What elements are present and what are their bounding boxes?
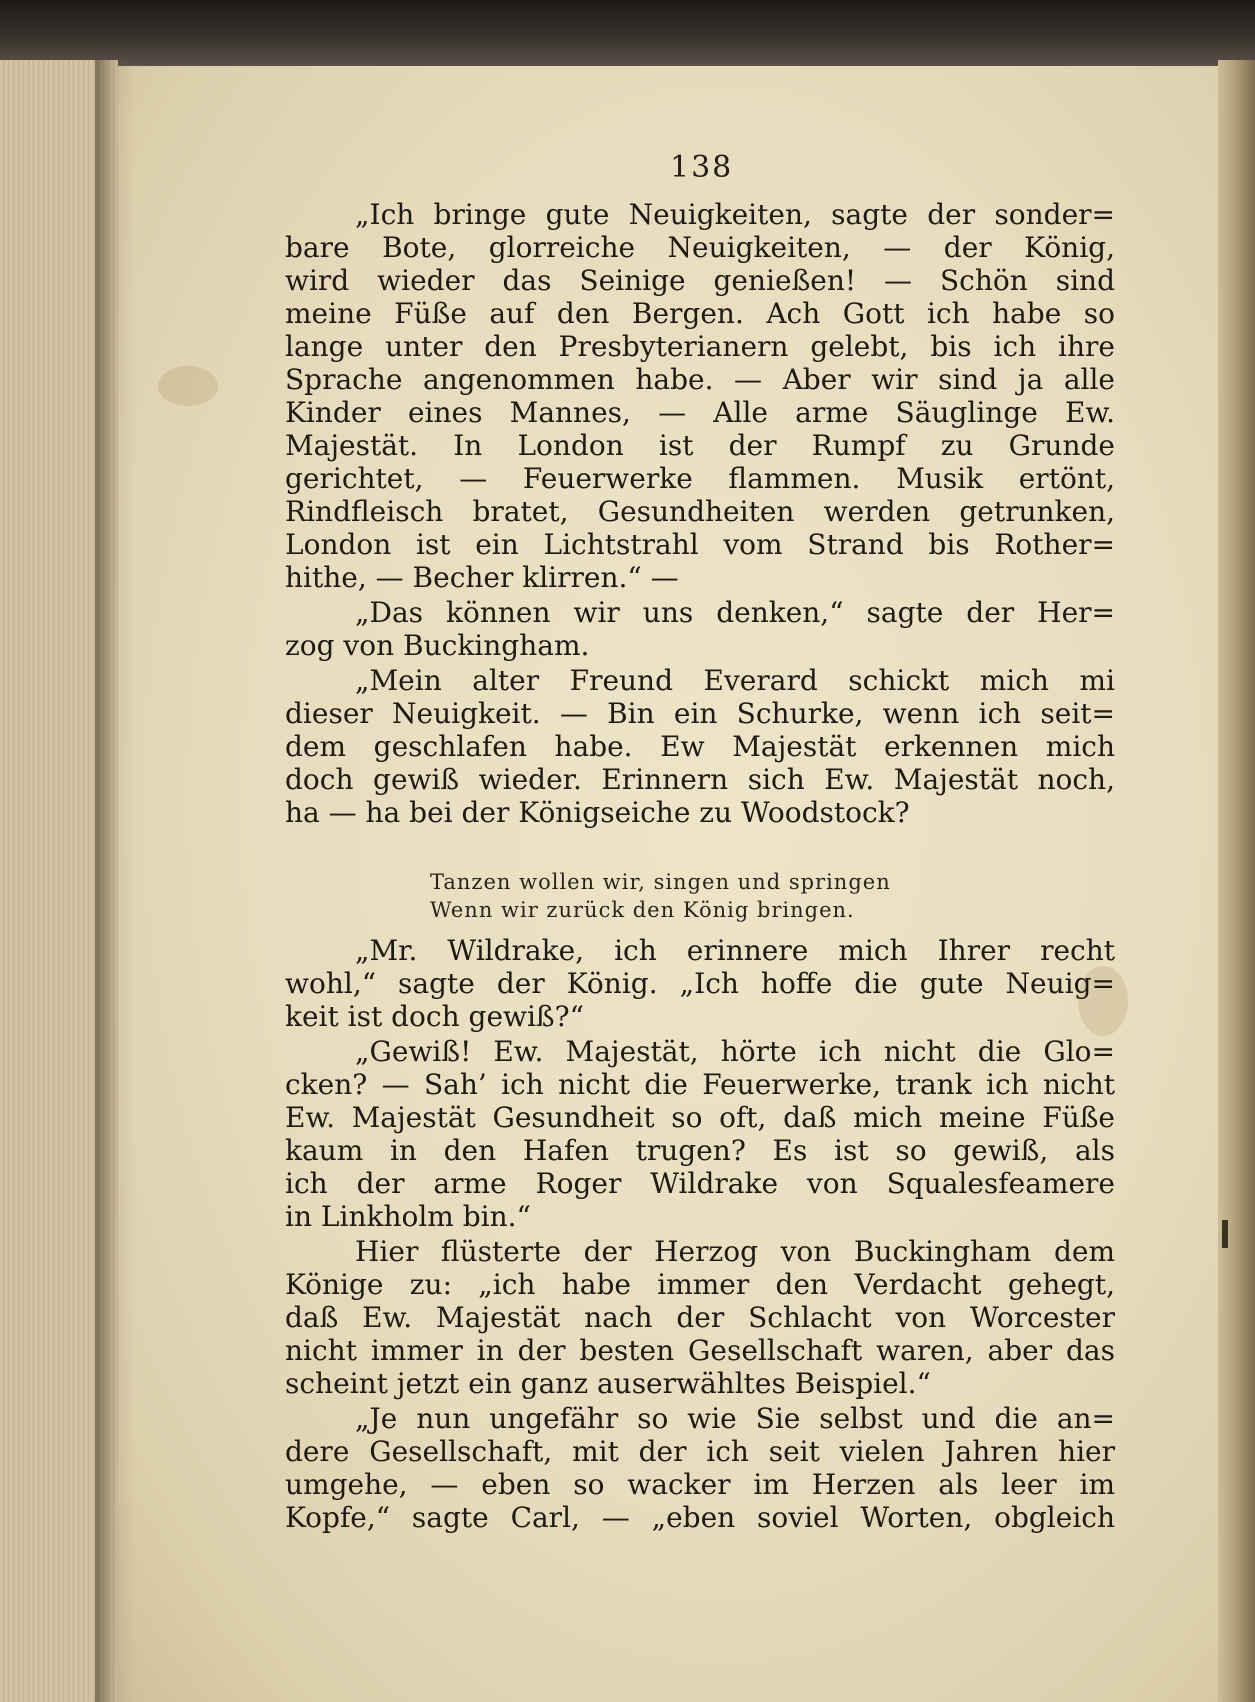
text-line: gerichtet, — Feuerwerke flammen. Musik ertönt,: [285, 462, 1115, 495]
text-line: keit ist doch gewiß?“: [285, 1000, 584, 1033]
verse-line: Wenn wir zurück den König bringen.: [430, 898, 855, 922]
text-line: hithe, — Becher klirren.“ —: [285, 561, 679, 594]
text-line: doch gewiß wieder. Erinnern sich Ew. Majestät noch,: [285, 763, 1115, 796]
text-line: dem geschlafen habe. Ew Majestät erkennen mich: [285, 730, 1115, 763]
text-line: Rindfleisch bratet, Gesundheiten werden getrunken,: [285, 495, 1115, 528]
text-line: in Linkholm bin.“: [285, 1200, 531, 1233]
page-number: 138: [670, 150, 734, 185]
text-line: meine Füße auf den Bergen. Ach Gott ich habe so: [285, 297, 1115, 330]
text-line: „Mein alter Freund Everard schickt mich mi: [355, 664, 1115, 697]
text-line: scheint jetzt ein ganz auserwähltes Beispiel.“: [285, 1367, 931, 1400]
text-line: „Das können wir uns denken,“ sagte der Her=: [355, 596, 1115, 629]
gutter-shadow: [95, 60, 135, 1702]
text-line: kaum in den Hafen trugen? Es ist so gewiß, als: [285, 1134, 1115, 1167]
text-line: „Je nun ungefähr so wie Sie selbst und die an=: [355, 1402, 1115, 1435]
text-line: Majestät. In London ist der Rumpf zu Grunde: [285, 429, 1115, 462]
text-line: daß Ew. Majestät nach der Schlacht von Worcester: [285, 1301, 1115, 1334]
text-line: dere Gesellschaft, mit der ich seit vielen Jahren hier: [285, 1435, 1115, 1468]
text-line: Ew. Majestät Gesundheit so oft, daß mich meine Füße: [285, 1101, 1115, 1134]
verse-line: Tanzen wollen wir, singen und springen: [430, 870, 891, 894]
text-line: Hier flüsterte der Herzog von Buckingham dem: [355, 1235, 1115, 1268]
text-line: Kopfe,“ sagte Carl, — „eben soviel Worten, obgleich: [285, 1501, 1115, 1534]
text-line: Kinder eines Mannes, — Alle arme Säuglinge Ew.: [285, 396, 1115, 429]
text-line: ha — ha bei der Königseiche zu Woodstock?: [285, 796, 910, 829]
right-page-edge: [1218, 60, 1255, 1702]
text-line: „Ich bringe gute Neuigkeiten, sagte der sonder=: [355, 198, 1115, 231]
text-line: nicht immer in der besten Gesellschaft waren, aber das: [285, 1334, 1115, 1367]
text-line: dieser Neuigkeit. — Bin ein Schurke, wenn ich seit=: [285, 697, 1115, 730]
text-line: „Mr. Wildrake, ich erinnere mich Ihrer recht: [355, 934, 1115, 967]
text-line: „Gewiß! Ew. Majestät, hörte ich nicht die Glo=: [355, 1035, 1115, 1068]
text-line: London ist ein Lichtstrahl vom Strand bis Rother=: [285, 528, 1115, 561]
text-line: umgehe, — eben so wacker im Herzen als leer im: [285, 1468, 1115, 1501]
text-line: Sprache angenommen habe. — Aber wir sind ja alle: [285, 363, 1115, 396]
text-line: ich der arme Roger Wildrake von Squalesfeamere: [285, 1167, 1115, 1200]
text-line: zog von Buckingham.: [285, 629, 590, 662]
text-line: wird wieder das Seinige genießen! — Schön sind: [285, 264, 1115, 297]
margin-mark: [1222, 1220, 1228, 1248]
text-line: cken? — Sah’ ich nicht die Feuerwerke, trank ich nicht: [285, 1068, 1115, 1101]
text-line: wohl,“ sagte der König. „Ich hoffe die gute Neuig=: [285, 967, 1115, 1000]
paper-stain: [158, 366, 218, 406]
text-line: Könige zu: „ich habe immer den Verdacht gehegt,: [285, 1268, 1115, 1301]
text-line: lange unter den Presbyterianern gelebt, bis ich ihre: [285, 330, 1115, 363]
text-line: bare Bote, glorreiche Neuigkeiten, — der König,: [285, 231, 1115, 264]
